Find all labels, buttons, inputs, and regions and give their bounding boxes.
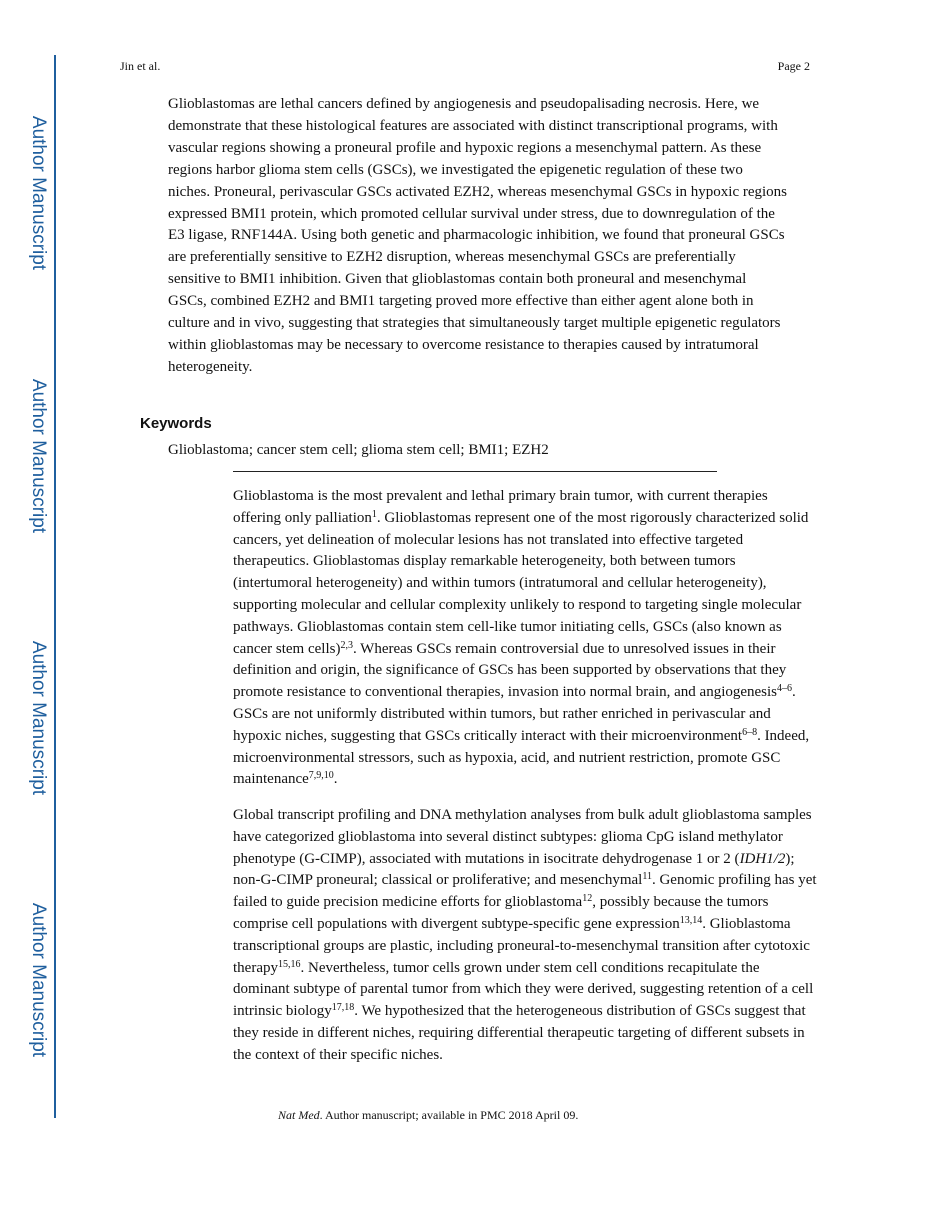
citation: 17,18 [331,1002,355,1014]
side-label-text: Author Manuscript [28,640,49,796]
body-paragraph-1: Glioblastoma is the most prevalent and lethal primary brain tumor, with current therapies offering only palliation$^1$. Glioblastomas represent one of the most rigorously characterized solid cancers, yet delineation of molecular lesions has not translated into effective targeted therapeutics. Glioblastomas display remarkable heterogeneity, both between tumors (intertumoral heterogeneity) and within tumors (intratumoral and cellular heterogeneity), supporting molecular and cellular complexity unlikely to respond to targeting single molecular pathways. Glioblastomas contain stem cell-like tumor initiating cells, GSCs (also known as cancer stem cells)$^{2,3}$. Whereas GSCs remain controversial due to unresolved issues in their definition and origin, the significance of GSCs has been supported by observations that they promote resistance to conventional therapies, invasion into normal brain, and angiogenesis$^{4-6}$. GSCs are not uniformly distributed within tumors, but rather enriched in perivascular and hypoxic niches, suggesting that GSCs critically interact with their microenvironment$^{6-8}$. Indeed, microenvironmental stressors, such as hypoxia, acid, and nutrient restriction, promote GSC maintenance$^{7,9,10}$. [233,488,810,788]
citation: 2,3 [340,639,353,651]
abstract: Glioblastomas are lethal cancers defined by angiogenesis and pseudopalisading necrosis. Here, we demonstrate that these histological features are associated with distinct transcriptional programs, with vascular regions showing a proneural profile and hypoxic regions a mesenchymal pattern. As these regions harbor glioma stem cells (GSCs), we investigated the epigenetic regulation of these two niches. Proneural, perivascular GSCs activated EZH2, whereas mesenchymal GSCs in hypoxic regions expressed BMI1 protein, which promoted cellular survival under stress, due to downregulation of the E3 ligase, RNF144A. Using both genetic and pharmacologic inhibition, we found that proneural GSCs are preferentially sensitive to EZH2 disruption, whereas mesenchymal GSCs are preferentially sensitive to BMI1 inhibition. Given that glioblastomas contain both proneural and mesenchymal GSCs, combined EZH2 and BMI1 targeting proved more effective than either agent alone both in culture and in vivo, suggesting that strategies that simultaneously target multiple epigenetic regulators within glioblastomas may be necessary to overcome resistance to therapies caused by intratumoral heterogeneity. [168,96,788,375]
side-label-text: Author Manuscript [28,115,49,271]
running-header-author: Jin et al. [120,59,161,73]
citation: 6–8 [742,726,758,738]
sidebar-rule [54,55,56,1118]
citation: 15,16 [277,958,301,970]
body-paragraph-2: Global transcript profiling and DNA methylation analyses from bulk adult glioblastoma samples have categorized glioblastoma into several distinct subtypes: glioma CpG island methylator phenotype (G-CIMP), associated with mutations in isocitrate dehydrogenase 1 or 2 (IDH1/2); non-G-CIMP proneural; classical or proliferative; and mesenchymal$^{11}$. Genomic profiling has yet failed to guide precision medicine efforts for glioblastoma$^{12}$, possibly because the tumors comprise cell populations with divergent subtype-specific gene expression$^{13,14}$. Glioblastoma transcriptional groups are plastic, including proneural-to-mesenchymal transition after cytotoxic therapy$^{15,16}$. Nevertheless, tumor cells grown under stem cell conditions recapitulate the dominant subtype of parental tumor from which they were derived, suggesting retention of a cell intrinsic biology$^{17,18}$. We hypothesized that the heterogeneous distribution of GSCs suggest that they reside in different niches, requiring differential therapeutic targeting of different subsets in the context of their specific niches. [233,807,817,1063]
citation: 1 [371,508,377,520]
section-divider [233,471,717,472]
citation: 13,14 [679,914,703,926]
citation: 12 [582,893,593,905]
side-label-text: Author Manuscript [28,378,49,534]
journal-name: Nat Med [278,1108,320,1122]
side-label-text: Author Manuscript [28,902,49,1058]
citation: 4–6 [777,683,793,695]
citation: 11 [642,871,652,883]
citation: 7,9,10 [308,770,334,782]
page-number: Page 2 [777,59,810,73]
keywords-list: Glioblastoma; cancer stem cell; glioma stem cell; BMI1; EZH2 [168,442,549,458]
keywords-heading: Keywords [140,415,212,432]
footer-citation: Nat Med. Author manuscript; available in PMC 2018 April 09. [278,1108,579,1122]
gene-name: IDH1/2 [739,850,786,867]
